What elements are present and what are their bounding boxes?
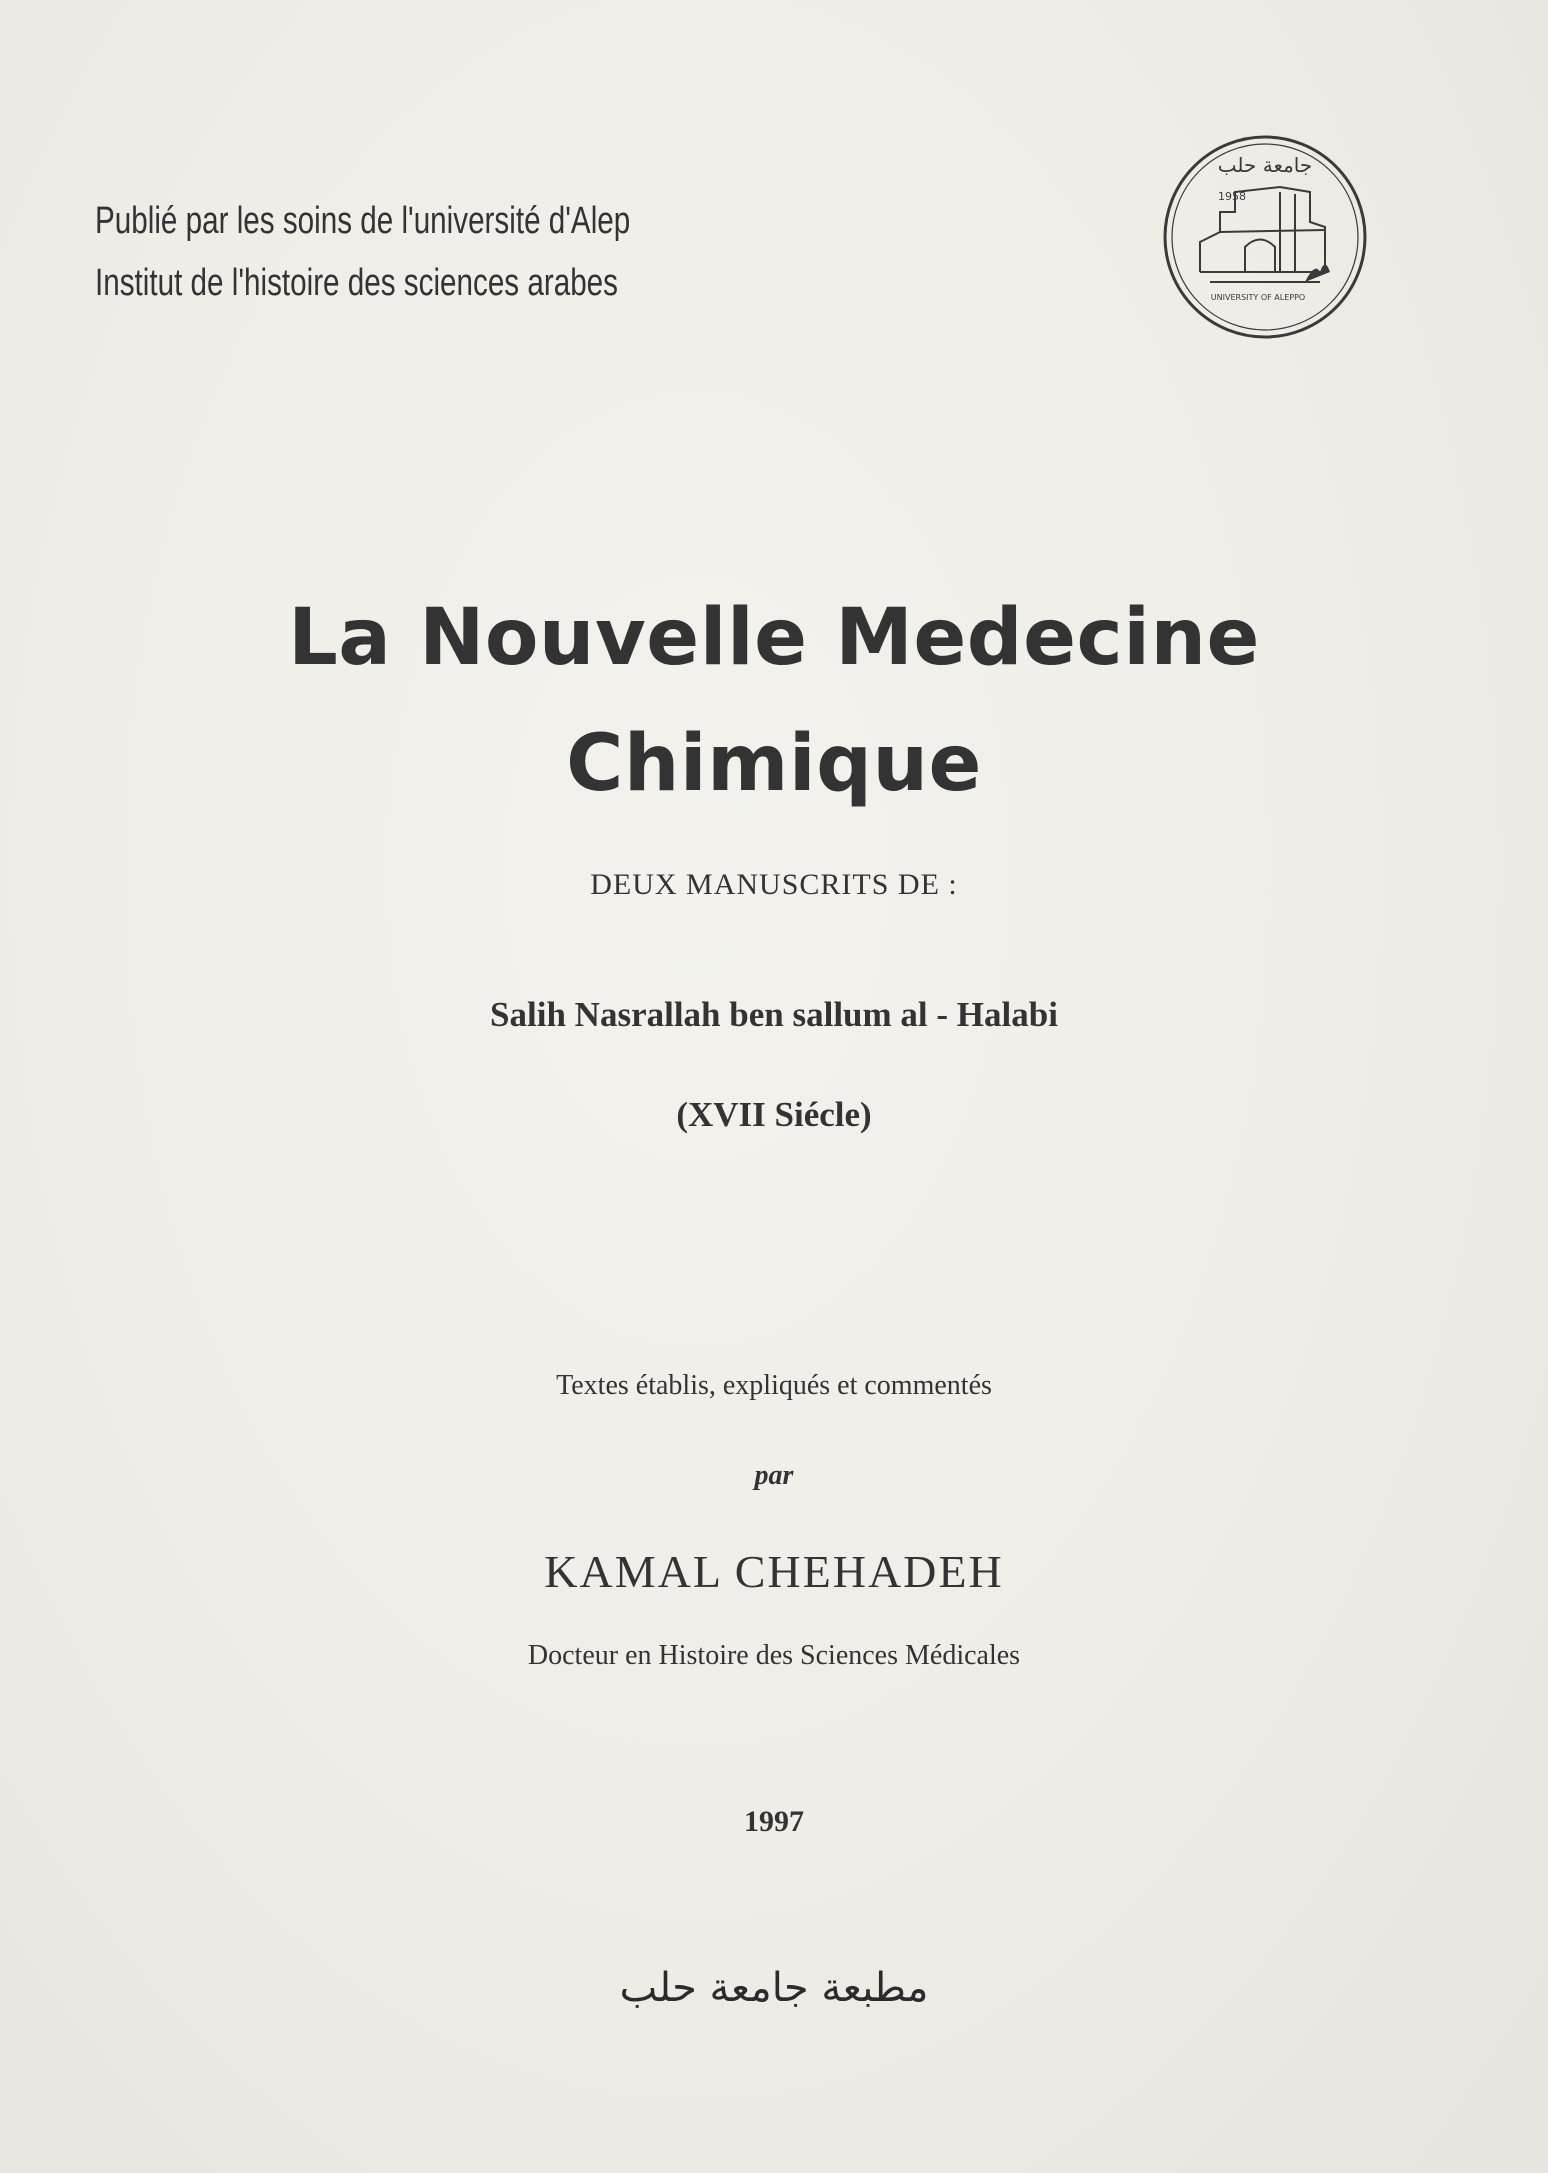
manuscript-author: Salih Nasrallah ben sallum al - Halabi: [490, 995, 1058, 1034]
university-seal-icon: [1160, 132, 1370, 342]
printer-arabic-text: مطبعة جامعة حلب: [619, 1965, 929, 2011]
book-title-line-1: La Nouvelle Medecine: [288, 593, 1260, 683]
book-title: [0, 575, 1548, 827]
seal-year: 1958: [1218, 190, 1246, 203]
publication-year: 1997: [744, 1805, 804, 1838]
seal-latin-text: UNIVERSITY OF ALEPPO: [1210, 293, 1306, 302]
par-label: par: [754, 1460, 794, 1491]
texts-credit-line: Textes établis, expliqués et commentés: [556, 1370, 992, 1401]
book-title-line-2: Chimique: [566, 719, 982, 809]
century-label: (XVII Siécle): [676, 1095, 872, 1134]
seal-arabic-text: جامعة حلب: [1217, 153, 1313, 177]
publisher-line-1: Publié par les soins de l'université d'Alep: [95, 200, 631, 242]
editor-name: KAMAL CHEHADEH: [544, 1546, 1004, 1597]
editor-degree: Docteur en Histoire des Sciences Médicales: [527, 1640, 1021, 1671]
book-subtitle: DEUX MANUSCRITS DE :: [590, 868, 958, 901]
publisher-block: [95, 190, 630, 314]
publisher-line-2: Institut de l'histoire des sciences arabes: [95, 262, 618, 304]
